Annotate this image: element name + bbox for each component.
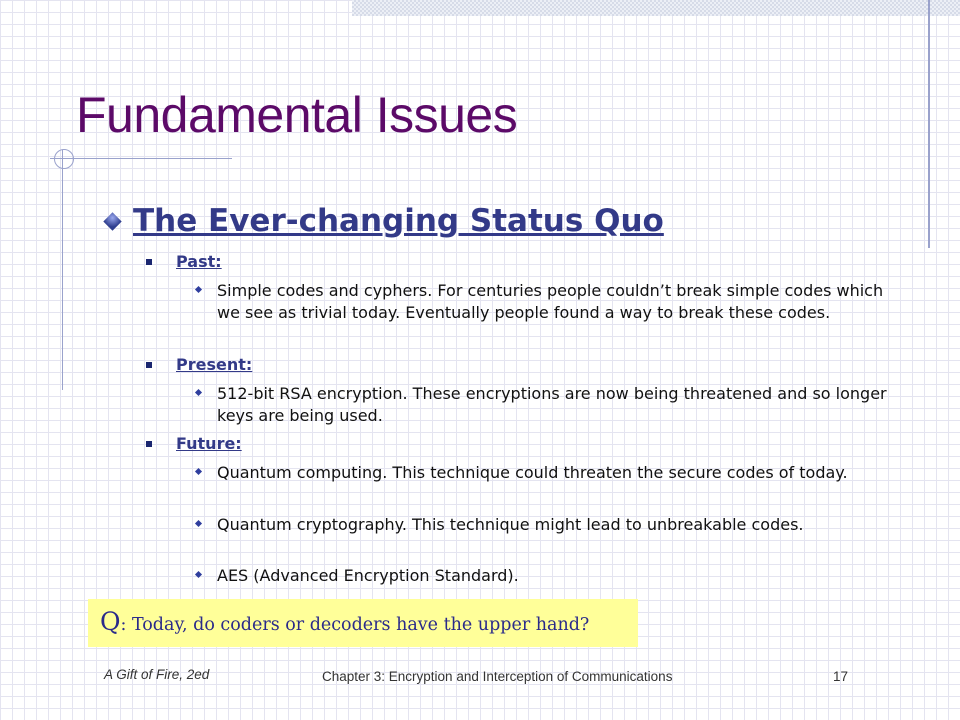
point-future-2 bbox=[196, 514, 896, 536]
section-label-past: Past: bbox=[176, 252, 222, 271]
section-label-present: Present: bbox=[176, 355, 253, 374]
point-text: Quantum cryptography. This technique might lead to unbreakable codes. bbox=[217, 515, 804, 534]
diamond-bullet-icon bbox=[103, 212, 121, 230]
square-bullet-icon bbox=[146, 441, 152, 447]
point-present-1 bbox=[196, 383, 896, 427]
small-diamond-bullet-icon bbox=[195, 571, 202, 578]
section-future bbox=[146, 434, 242, 453]
point-past-1 bbox=[196, 280, 896, 324]
small-diamond-bullet-icon bbox=[195, 520, 202, 527]
decorative-title-underline bbox=[50, 158, 232, 159]
point-text: Quantum computing. This technique could threaten the secure codes of today. bbox=[217, 463, 848, 482]
small-diamond-bullet-icon bbox=[195, 468, 202, 475]
square-bullet-icon bbox=[146, 259, 152, 265]
slide-title: Fundamental Issues bbox=[76, 87, 518, 143]
small-diamond-bullet-icon bbox=[195, 389, 202, 396]
section-label-future: Future: bbox=[176, 434, 242, 453]
footer-book-title: A Gift of Fire, 2ed bbox=[104, 667, 210, 682]
main-heading: The Ever-changing Status Quo bbox=[133, 203, 664, 239]
point-future-3 bbox=[196, 565, 896, 587]
small-diamond-bullet-icon bbox=[195, 286, 202, 293]
point-text: AES (Advanced Encryption Standard). bbox=[217, 566, 519, 585]
question-letter: Q bbox=[100, 607, 121, 636]
question-box bbox=[88, 599, 638, 647]
point-future-1 bbox=[196, 462, 896, 484]
page-number: 17 bbox=[833, 669, 849, 684]
decorative-left-line bbox=[62, 150, 63, 390]
main-bullet bbox=[106, 203, 664, 239]
footer-chapter: Chapter 3: Encryption and Interception of Communications bbox=[322, 669, 673, 684]
point-text: 512-bit RSA encryption. These encryptions are now being threatened and so longer keys are being used. bbox=[217, 384, 887, 425]
section-past bbox=[146, 252, 222, 271]
question-text: : Today, do coders or decoders have the upper hand? bbox=[120, 615, 590, 635]
decorative-circle-icon bbox=[54, 149, 74, 169]
top-decoration-band bbox=[352, 0, 960, 16]
point-text: Simple codes and cyphers. For centuries people couldn’t break simple codes which we see as trivial today. Eventually people found a way to break these codes. bbox=[217, 281, 884, 322]
square-bullet-icon bbox=[146, 362, 152, 368]
decorative-vertical-line bbox=[928, 0, 930, 248]
section-present bbox=[146, 355, 252, 374]
